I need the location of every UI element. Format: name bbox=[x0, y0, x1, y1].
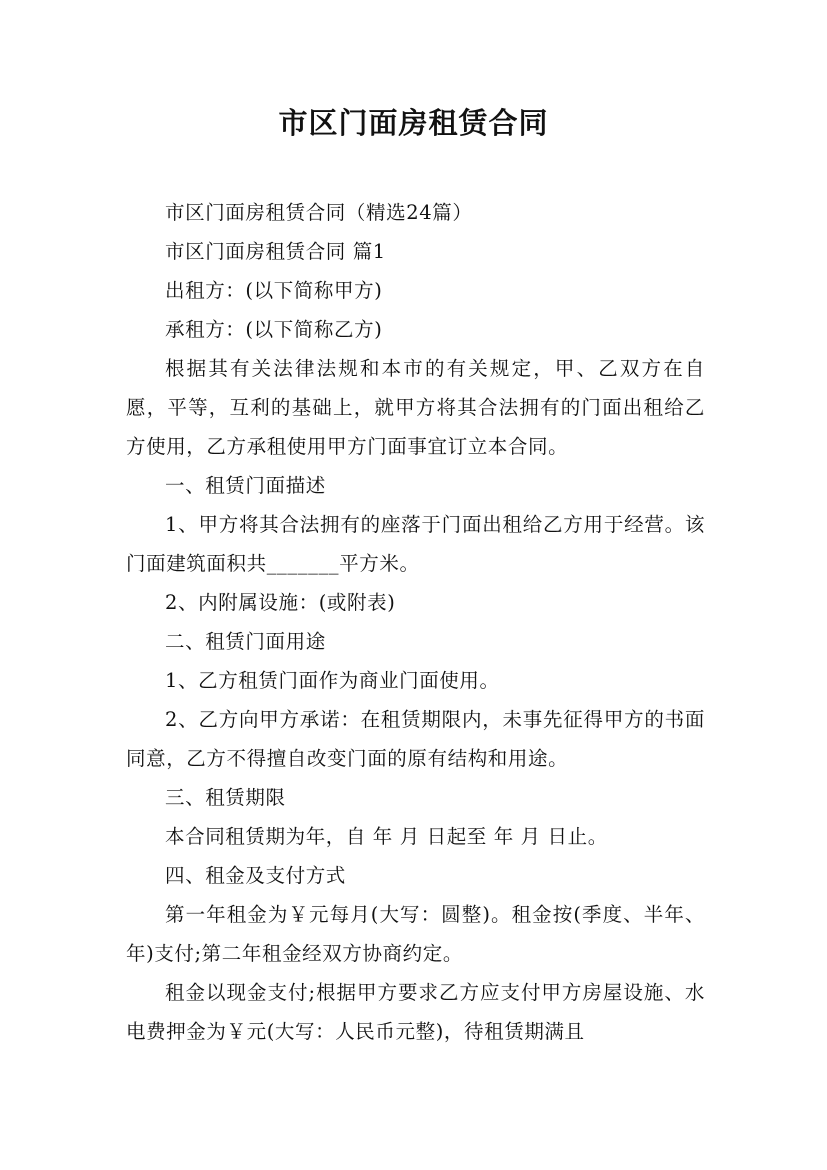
document-body bbox=[126, 193, 705, 1051]
paragraph-clause: 2、乙方向甲方承诺：在租赁期限内，未事先征得甲方的书面同意，乙方不得擅自改变门面的原有结构和用途。 bbox=[126, 708, 705, 770]
paragraph-heading-description: 一、租赁门面描述 bbox=[165, 474, 326, 497]
paragraph-clause: 1、甲方将其合法拥有的座落于门面出租给乙方用于经营。该门面建筑面积共_______平方米。 bbox=[126, 513, 705, 575]
paragraph-clause: 本合同租赁期为年，自 年 月 日起至 年 月 日止。 bbox=[165, 825, 608, 848]
paragraph-preamble: 根据其有关法律法规和本市的有关规定，甲、乙双方在自愿，平等，互利的基础上，就甲方将其合法拥有的门面出租给乙方使用，乙方承租使用甲方门面事宜订立本合同。 bbox=[126, 357, 705, 458]
paragraph-lessee: 承租方：(以下简称乙方) bbox=[165, 318, 383, 341]
paragraph-heading-rent: 四、租金及支付方式 bbox=[165, 864, 346, 887]
paragraph-lessor: 出租方：(以下简称甲方) bbox=[165, 279, 383, 302]
paragraph-heading-usage: 二、租赁门面用途 bbox=[165, 630, 326, 653]
paragraph-section-heading: 市区门面房租赁合同 篇1 bbox=[165, 240, 386, 263]
paragraph-heading-term: 三、租赁期限 bbox=[165, 786, 286, 809]
document-title: 市区门面房租赁合同 bbox=[278, 106, 549, 140]
paragraph-subtitle: 市区门面房租赁合同（精选24篇） bbox=[165, 201, 473, 224]
paragraph-clause: 第一年租金为￥元每月(大写：圆整)。租金按(季度、半年、年)支付;第二年租金经双方协商约定。 bbox=[126, 903, 705, 965]
paragraph-clause: 2、内附属设施：(或附表) bbox=[165, 591, 396, 614]
paragraph-clause: 租金以现金支付;根据甲方要求乙方应支付甲方房屋设施、水电费押金为￥元(大写：人民币元整)，待租赁期满且 bbox=[126, 981, 705, 1043]
paragraph-clause: 1、乙方租赁门面作为商业门面使用。 bbox=[165, 669, 500, 692]
